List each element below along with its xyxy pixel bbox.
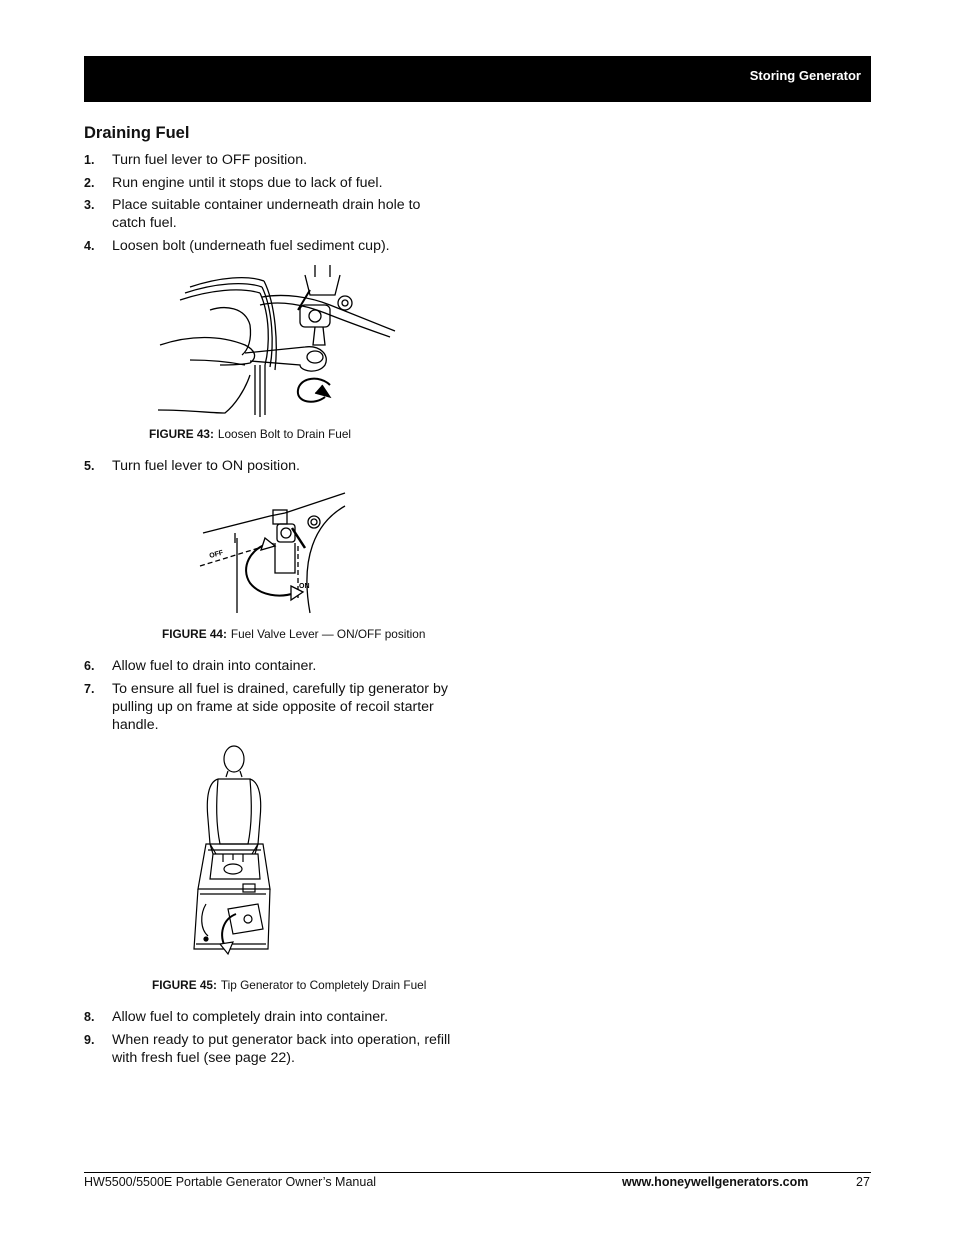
step-item: 9. When ready to put generator back into operation, refill with fresh fuel (see page 22). [84, 1031, 451, 1066]
on-label: ON [299, 583, 310, 590]
step-item: 4. Loosen bolt (underneath fuel sediment cup). [84, 237, 390, 254]
figure-43-caption: FIGURE 43: Loosen Bolt to Drain Fuel [149, 427, 352, 441]
step-item: 6. Allow fuel to drain into container. [84, 658, 317, 674]
header-section-title: Storing Generator [749, 68, 861, 83]
off-label: OFF [208, 549, 225, 560]
steps-list-2 [84, 457, 474, 480]
figure-45-caption: FIGURE 45: Tip Generator to Completely Drain Fuel [152, 978, 427, 992]
step-item: 2. Run engine until it stops due to lack of fuel. [84, 174, 383, 191]
figure-45-illustration [188, 744, 278, 959]
steps-list-4 [84, 1008, 474, 1071]
step-item: 8. Allow fuel to completely drain into container. [84, 1009, 389, 1025]
step-item: 3. Place suitable container underneath drain hole to catch fuel. [84, 197, 421, 231]
steps-list-1 [84, 151, 474, 259]
footer-website-link[interactable]: www.honeywellgenerators.com [622, 1175, 809, 1189]
footer-manual-title: HW5500/5500E Portable Generator Owner’s Manual [84, 1175, 377, 1189]
footer-divider [84, 1172, 871, 1173]
step-item: 1. Turn fuel lever to OFF position. [84, 152, 308, 168]
step-item: 5. Turn fuel lever to ON position. [84, 458, 300, 474]
page-number: 27 [856, 1175, 870, 1189]
steps-list-3 [84, 657, 474, 738]
step-item: 7. To ensure all fuel is drained, carefully tip generator by pulling up on frame at side opposite of recoil starter handle. [84, 680, 448, 733]
figure-44-illustration [195, 488, 355, 616]
section-title: Draining Fuel [84, 124, 190, 142]
figure-44-caption: FIGURE 44: Fuel Valve Lever — ON/OFF position [162, 627, 426, 641]
header-bar [84, 56, 871, 102]
figure-43-illustration [150, 265, 400, 425]
